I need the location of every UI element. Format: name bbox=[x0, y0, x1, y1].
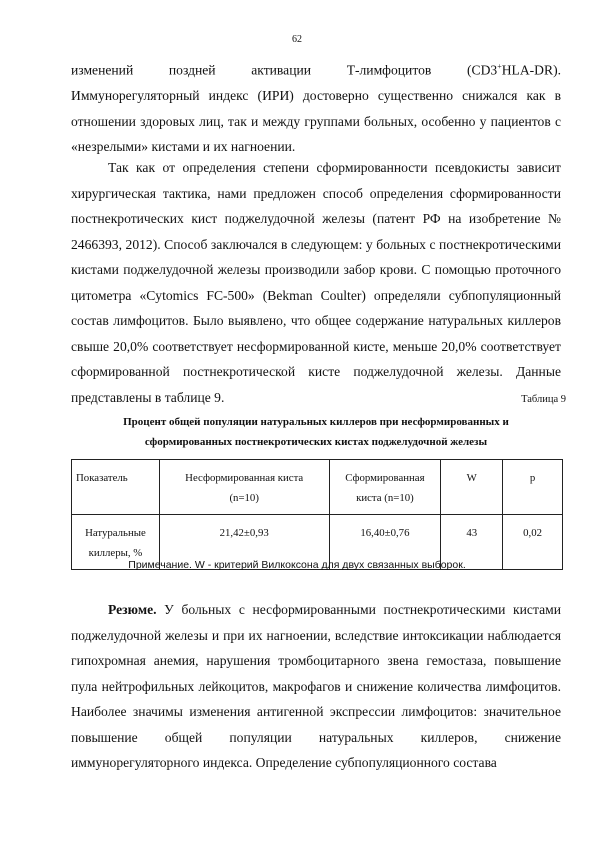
summary-body: У больных с несформированными постнекротическими кистами поджелудочной железы и при их нагноении, вследствие интоксикации наблюдается гипохромная анемия, нарушения тромбоцитарного звена гемостаза, повышение пула нейтрофильных лейкоцитов, макрофагов и снижение количества лимфоцитов. Наиболее значимы изменения антигенной экспрессии лимфоцитов: значительное повышение общей популяции натуральных киллеров, снижение иммунорегуляторного индекса. Определение субпопуляционного состава bbox=[71, 602, 561, 770]
table-title-line-2: сформированных постнекротических кистах поджелудочной железы bbox=[144, 436, 488, 448]
header-unformed-line-2: (n=10) bbox=[229, 492, 259, 504]
paragraph-1 bbox=[71, 54, 561, 160]
header-p: p bbox=[503, 460, 563, 515]
paragraph-3 bbox=[71, 597, 561, 776]
header-formed-line-2: киста (n=10) bbox=[356, 492, 414, 504]
superscript-plus: + bbox=[497, 62, 502, 71]
paragraph-2: Так как от определения степени сформированности псевдокисты зависит хирургическая тактика, нами предложен способ определения сформированности постнекротических кист поджелудочной железы (патент РФ на изобретение № 2466393, 2012). Способ заключался в следующем: у больных с постнекротическими кистами поджелудочной железы производили забор крови. С помощью проточного цитометра «Cytomics FC-500» (Bekman Coulter) определяли субпопуляционный состав лимфоцитов. Было выявлено, что общее содержание натуральных киллеров свыше 20,0% соответствует несформированной кисте, меньше 20,0% соответствует сформированной постнекротической кисте поджелудочной железы. Данные представлены в таблице 9. bbox=[71, 160, 561, 405]
cell-p: 0,02 bbox=[503, 515, 563, 570]
summary-lead: Резюме. bbox=[108, 602, 157, 617]
table-note: Примечание. W - критерий Вилкоксона для двух связанных выборок. bbox=[128, 559, 466, 571]
table-title-line-1: Процент общей популяции натуральных киллеров при несформированных и bbox=[123, 416, 509, 428]
header-w: W bbox=[441, 460, 503, 515]
table-label: Таблица 9 bbox=[521, 394, 566, 405]
data-table bbox=[71, 459, 563, 570]
cell-unformed: 21,42±0,93 bbox=[159, 515, 329, 570]
page-number: 62 bbox=[292, 34, 302, 45]
header-unformed-line-1: Несформированная киста bbox=[185, 472, 304, 484]
paragraph-1-part2: HLA-DR). Иммунорегуляторный индекс (ИРИ) достоверно существенно снижался как в отношении здоровых лиц, так и между группами больных, особенно у пациентов с «незрелыми» кистами и их нагноении. bbox=[71, 62, 561, 155]
header-unformed bbox=[159, 460, 329, 515]
paragraph-1-part1: изменений поздней активации Т-лимфоцитов (CD3 bbox=[71, 62, 498, 78]
header-formed-line-1: Сформированная bbox=[345, 472, 425, 484]
cell-indicator-line-2: киллеры, % bbox=[88, 547, 143, 559]
table-title bbox=[71, 412, 561, 452]
table-header-row bbox=[72, 460, 563, 515]
header-indicator: Показатель bbox=[72, 460, 160, 515]
cell-w: 43 bbox=[441, 515, 503, 570]
cell-formed: 16,40±0,76 bbox=[329, 515, 441, 570]
cell-indicator-line-1: Натуральные bbox=[85, 527, 146, 539]
header-formed bbox=[329, 460, 441, 515]
